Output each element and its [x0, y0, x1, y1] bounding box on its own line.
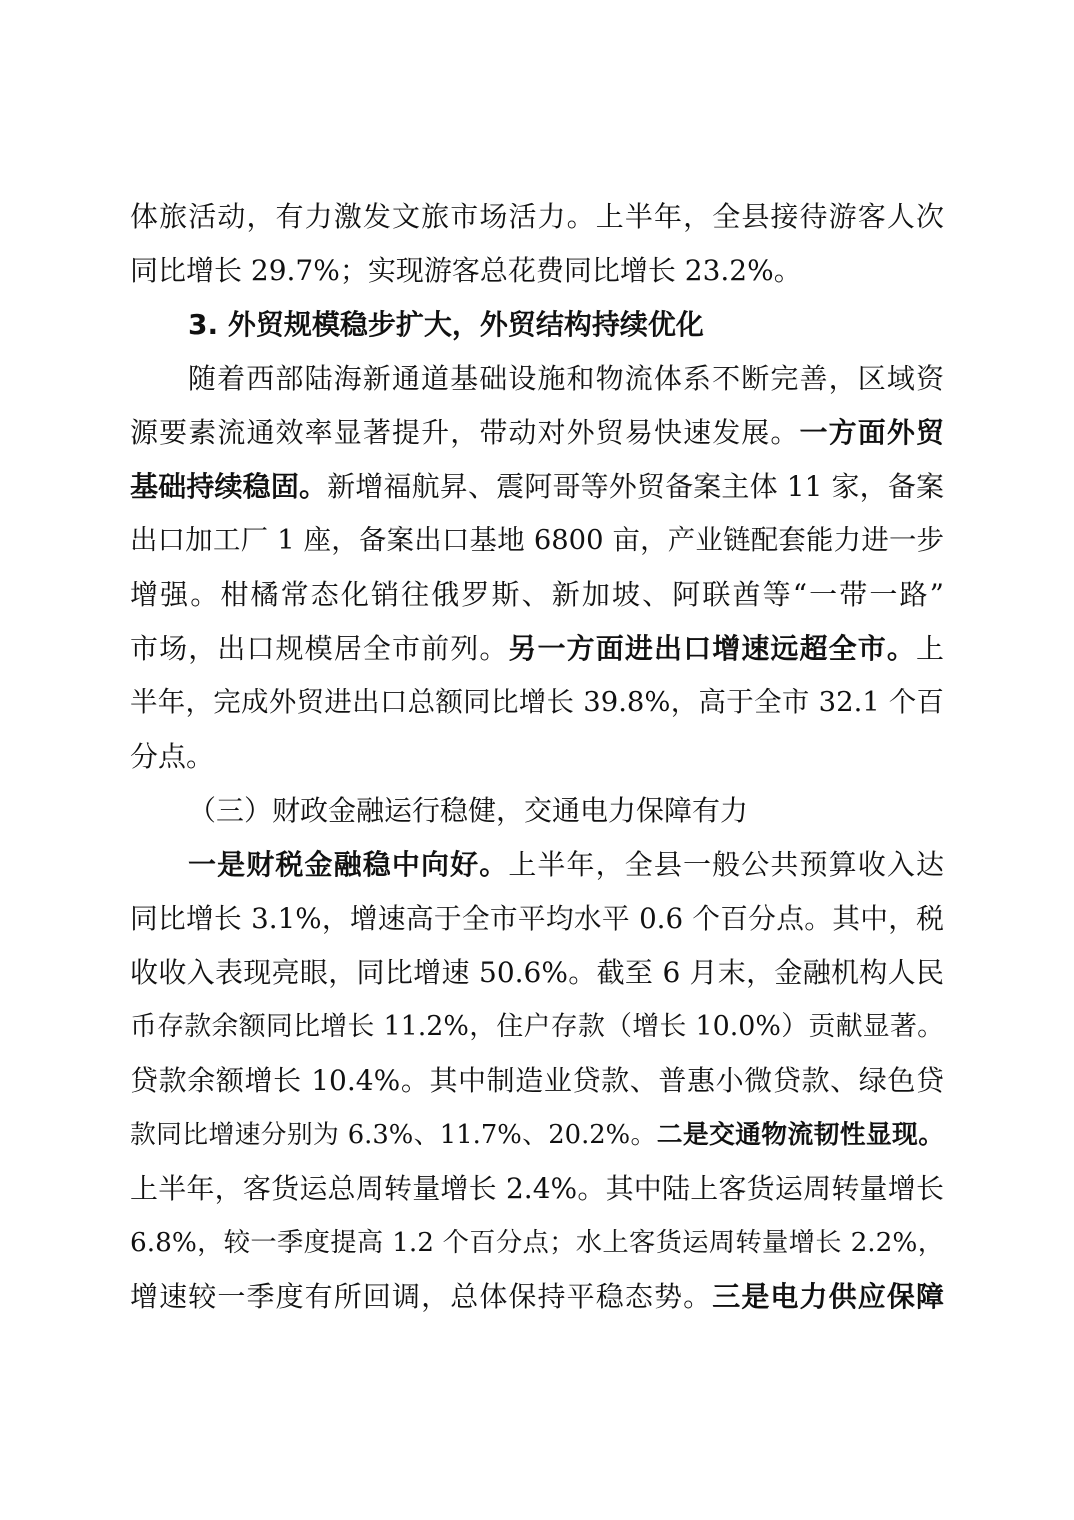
text-run: 6.8%，较一季度提高 1.2 个百分点；水上客货运周转量增长 2.2%，	[130, 1228, 944, 1258]
paragraph-line	[130, 622, 944, 676]
bold-text-run: 基础持续稳固。	[130, 470, 328, 503]
text-run: 上半年，全县一般公共预算收入达	[508, 848, 944, 881]
text-run: 市场，出口规模居全市前列。	[130, 632, 509, 665]
bold-text-run: 一方面外贸	[799, 416, 944, 449]
bold-text-run: 三是电力供应保障	[712, 1280, 944, 1313]
paragraph-line	[130, 352, 944, 406]
heading-text: （三）财政金融运行稳健，交通电力保障有力	[188, 794, 749, 827]
paragraph-line	[130, 244, 944, 298]
text-run: 源要素流通效率显著提升，带动对外贸易快速发展。	[130, 416, 800, 449]
text-run: 上	[915, 632, 944, 665]
paragraph-line	[130, 892, 944, 946]
paragraph-line	[130, 190, 944, 244]
paragraph-line	[130, 460, 944, 514]
paragraph-line	[130, 1216, 944, 1270]
text-run: 收收入表现亮眼，同比增速 50.6%。截至 6 月末，金融机构人民	[130, 956, 944, 989]
document-page	[130, 190, 944, 1324]
text-run: 半年，完成外贸进出口总额同比增长 39.8%，高于全市 32.1 个百	[130, 687, 944, 718]
paragraph-line	[130, 838, 944, 892]
heading-text: 3. 外贸规模稳步扩大，外贸结构持续优化	[188, 308, 704, 341]
text-run: 款同比增速分别为 6.3%、11.7%、20.2%。	[130, 1120, 657, 1150]
paragraph-line	[130, 1108, 944, 1162]
paragraph-line	[130, 1270, 944, 1324]
text-run: 同比增长 3.1%，增速高于全市平均水平 0.6 个百分点。其中，税	[130, 902, 944, 935]
paragraph-line	[130, 676, 944, 730]
text-run: 出口加工厂 1 座，备案出口基地 6800 亩，产业链配套能力进一步	[130, 525, 944, 556]
section-heading-3	[130, 298, 944, 352]
text-run: 新增福航昇、震阿哥等外贸备案主体 11 家，备案	[327, 470, 944, 503]
text-run: 增速较一季度有所回调，总体保持平稳态势。	[130, 1280, 713, 1313]
text-run: 随着西部陆海新通道基础设施和物流体系不断完善，区域资	[188, 362, 944, 395]
paragraph-line	[130, 1162, 944, 1216]
text-run: 增强。柑橘常态化销往俄罗斯、新加坡、阿联酋等“一带一路”	[130, 578, 944, 611]
text-run: 分点。	[130, 740, 215, 773]
text-run: 币存款余额同比增长 11.2%，住户存款（增长 10.0%）贡献显著。	[130, 1011, 944, 1042]
bold-text-run: 一是财税金融稳中向好。	[188, 848, 509, 881]
section-heading-san	[130, 784, 944, 838]
text-run: 同比增长 29.7%；实现游客总花费同比增长 23.2%。	[130, 254, 802, 287]
paragraph-line	[130, 514, 944, 568]
paragraph-line	[130, 1054, 944, 1108]
paragraph-line	[130, 406, 944, 460]
text-run: 上半年，客货运总周转量增长 2.4%。其中陆上客货运周转量增长	[130, 1172, 944, 1205]
bold-text-run: 二是交通物流韧性显现。	[656, 1120, 944, 1150]
paragraph-line	[130, 1000, 944, 1054]
paragraph-line	[130, 568, 944, 622]
paragraph-line	[130, 946, 944, 1000]
text-run: 体旅活动，有力激发文旅市场活力。上半年，全县接待游客人次	[130, 200, 944, 233]
bold-text-run: 另一方面进出口增速远超全市。	[508, 632, 916, 665]
text-run: 贷款余额增长 10.4%。其中制造业贷款、普惠小微贷款、绿色贷	[130, 1064, 944, 1097]
paragraph-line	[130, 730, 944, 784]
